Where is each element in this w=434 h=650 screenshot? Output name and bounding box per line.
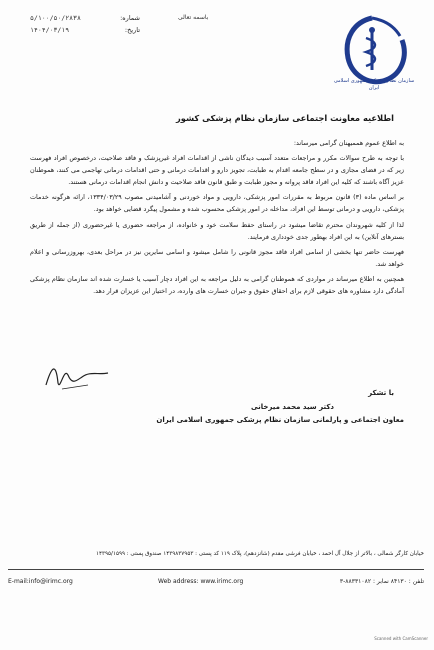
signature-block: [30, 387, 404, 428]
body-paragraph: لذا از کلیه شهروندان محترم تقاضا میشود در راستای حفظ سلامت خود و خانواده، از مراجعه حضوری یا غیرحضوری (از جمله از طریق بسترهای آنلاین) به این افراد بهطور جدی خودداری فرمایند.: [30, 220, 404, 241]
body-paragraph: به اطلاع عموم هممیهنان گرامی میرساند:: [293, 139, 404, 147]
letterhead-footer: [8, 551, 424, 619]
date-value: ۱۴۰۴/۰۳/۱۹: [30, 26, 70, 34]
closing: با تشکر: [368, 389, 394, 397]
body-paragraph: بر اساس ماده (۳) قانون مربوط به مقررات امور پزشکی، دارویی و مواد خوردنی و آشامیدنی مصوب ۱۳۳۴/۰۳/۲۹، ارائه هرگونه خدمات پزشکی، دارویی و درمانی توسط این افراد، مداخله در امور پزشکی محسوب شده و مشمول پیگرد قضایی خواهد بود.: [30, 193, 404, 214]
footer-address: خیابان کارگر شمالی ، بالاتر از جلال آل احمد ، خیابان فرشی مقدم (شانزدهم)، پلاک ۱۱۹ کد پستی : ۱۴۳۹۸۳۷۹۵۳ صندوق پستی : ۱۴۳۹۵/۱۵۹۹: [96, 551, 424, 557]
camscanner-watermark: Scanned with CamScanner: [374, 636, 428, 641]
body-paragraph: فهرست حاضر تنها بخشی از اسامی افراد فاقد مجوز قانونی را شامل میشود و اسامی سایرین نیز در مراحل بعدی، بهروزرسانی و اعلام خواهد شد.: [30, 247, 404, 268]
letter-meta: [30, 12, 140, 36]
letter-title: اطلاعیه معاونت اجتماعی سازمان نظام پزشکی کشور: [176, 113, 394, 123]
body-paragraph: همچنین به اطلاع میرساند در مواردی که هموطنان گرامی به دلیل مراجعه به این افراد دچار آسیب یا خسارت شده اند سازمان نظام پزشکی آمادگی دارد مشاوره های حقوقی لازم برای احقاق حقوق و جبران خسارت های وارده، در اختیار این عزیزان قرار دهد.: [30, 274, 404, 296]
footer-web: Web address: www.irimc.org: [158, 578, 244, 585]
basmala: باسمه تعالی: [178, 14, 209, 21]
date-label: تاریخ:: [124, 26, 140, 34]
signer-name: دکتر سید محمد میرخانی: [250, 402, 334, 411]
logo-caption: سازمان نظام پزشکی جمهوری اسلامی ایران: [333, 78, 415, 91]
footer-email: E-mail:info@irimc.org: [8, 578, 73, 585]
footer-divider: [8, 569, 424, 570]
footer-phone: تلفن : ۸۴۱۳۰ نمابر : ۸۸۳۳۱۰۸۲-۳: [339, 578, 424, 585]
body-paragraph: با توجه به طرح سوالات مکرر و مراجعات متعدد آسیب دیدگان ناشی از اقدامات افراد غیرپزشک و فاقد صلاحیت، درخصوص افراد فهرست زیر که در فضای مجازی و در سطح جامعه اقدام به طبابت، تجویز دارو و اقدامات درمانی و حتی اقدامات درمانی تهاجمی می کنند، هموطنان عزیز آگاه باشند که کلیه این افراد فاقد پروانه و مجوز طبابت و طبق قانون فاقد صلاحیت و دانش انجام اقدامات درمانی هستند.: [30, 154, 404, 187]
letter-body: [30, 137, 404, 300]
number-label: شماره:: [120, 14, 140, 22]
signer-position: معاون اجتماعی و پارلمانی سازمان نظام پزشکی جمهوری اسلامی ایران: [156, 416, 404, 424]
number-value: ۵/۱۰۰/۵۰/۲۸۳۸: [30, 14, 81, 22]
